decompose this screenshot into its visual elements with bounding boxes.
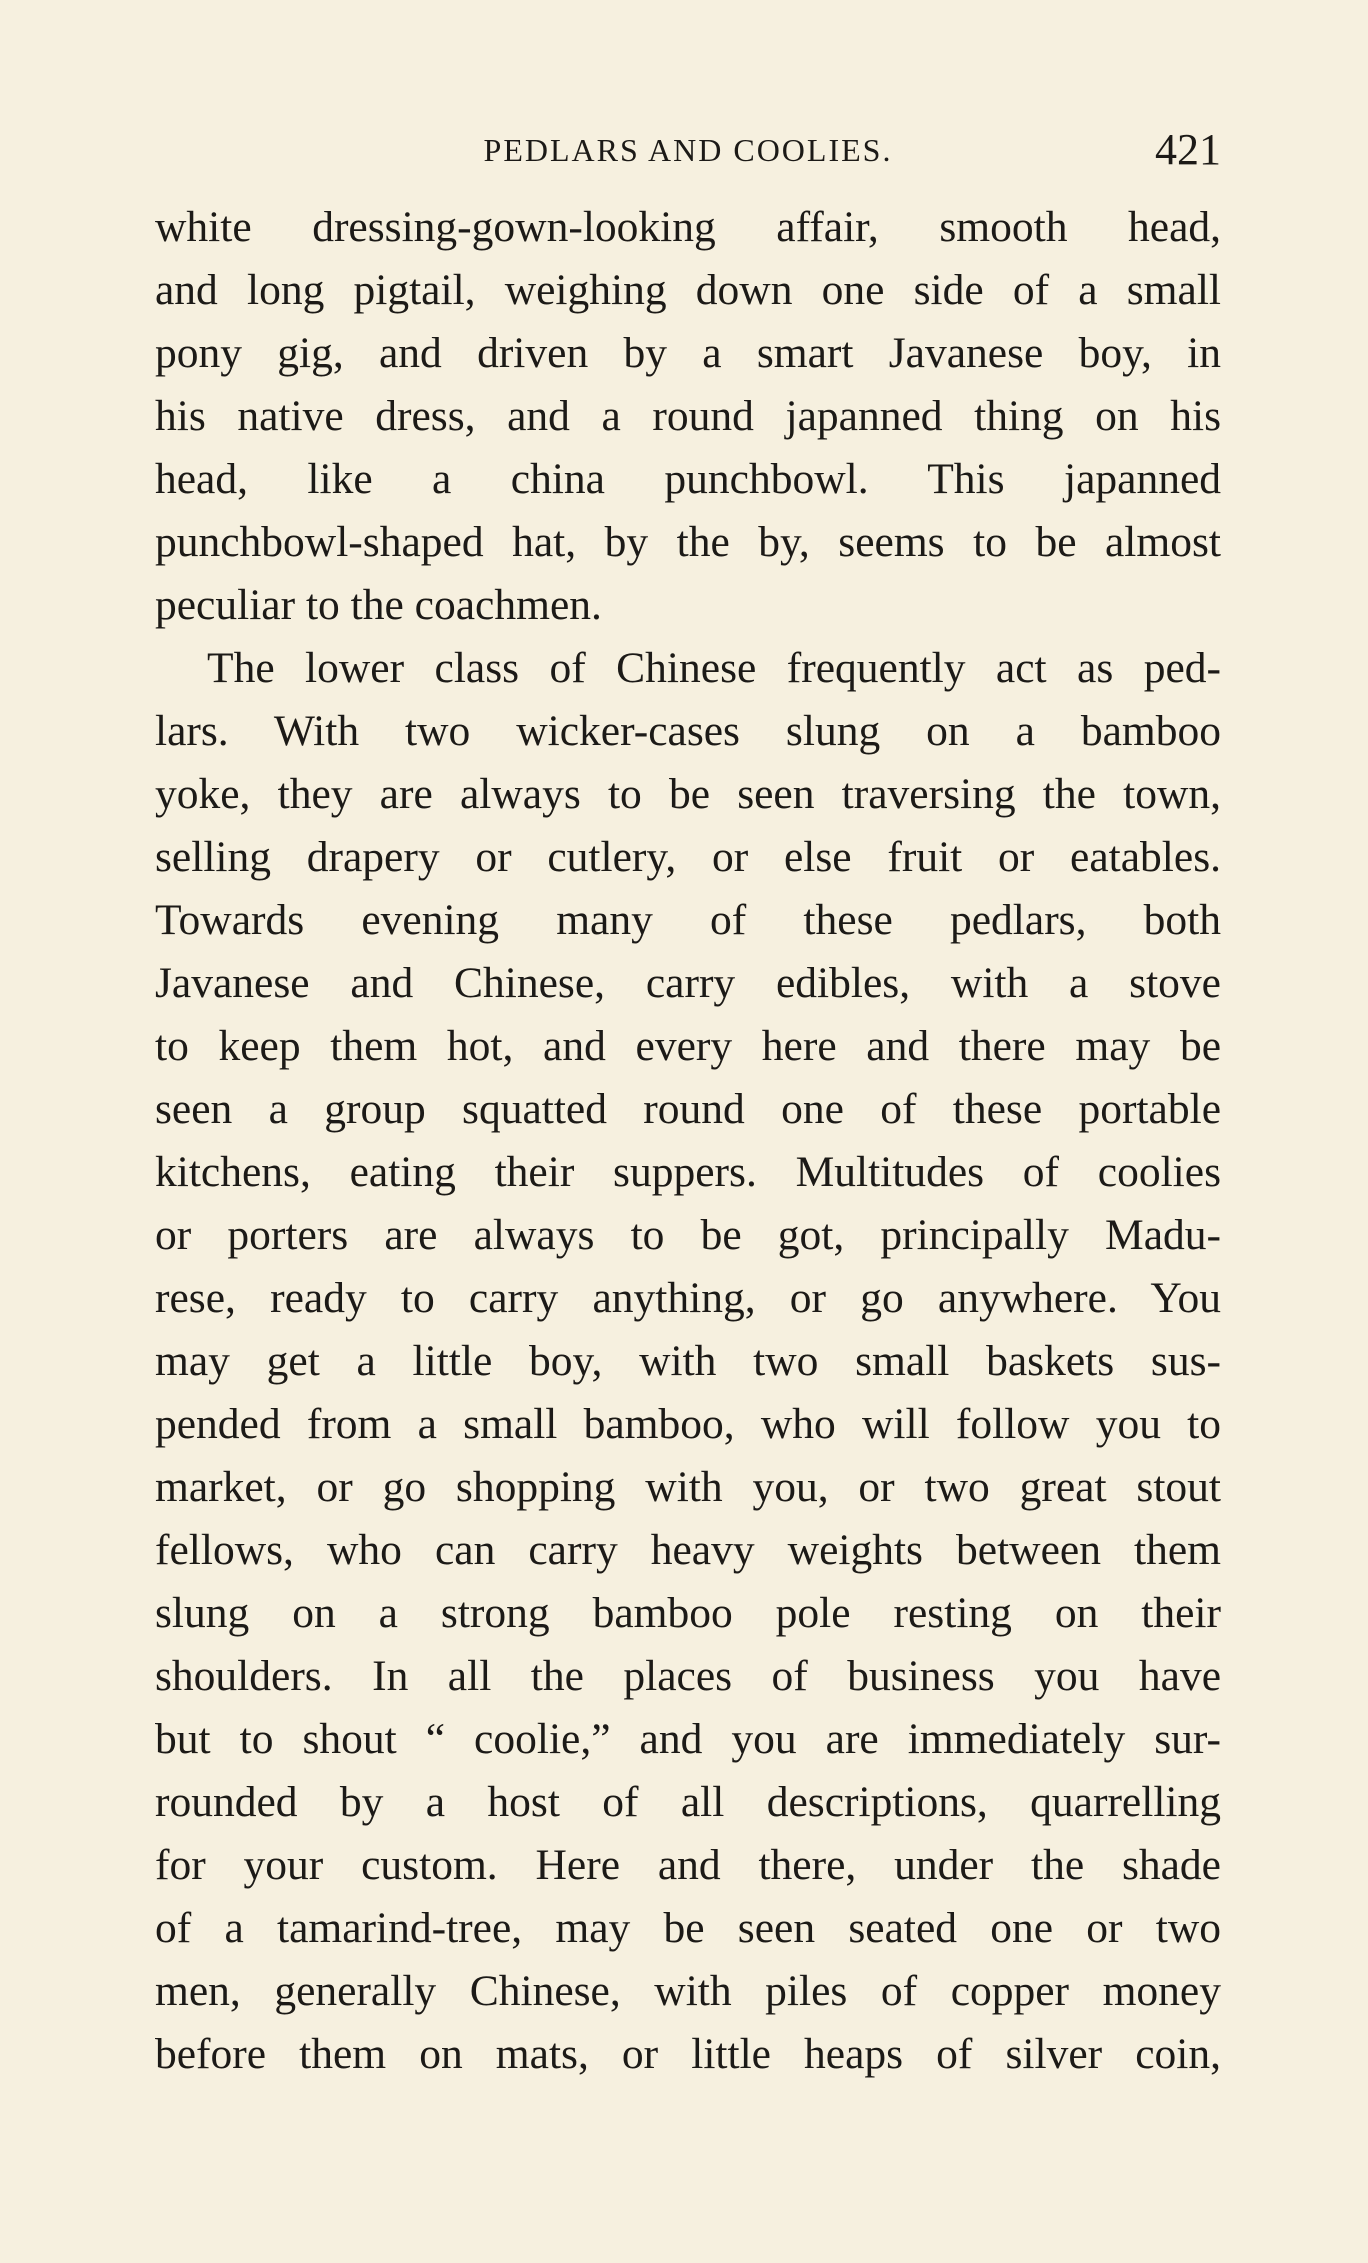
text-line: of a tamarind-tree, may be seen seated one or two [155, 1904, 1221, 1952]
running-head [155, 120, 1221, 180]
text-line: punchbowl-shaped hat, by the by, seems to be almost [155, 518, 1221, 566]
text-line: may get a little boy, with two small baskets sus- [155, 1337, 1221, 1385]
text-line: before them on mats, or little heaps of silver coin, [155, 2030, 1221, 2078]
text-line: The lower class of Chinese frequently act as ped- [207, 644, 1221, 692]
running-title: PEDLARS AND COOLIES. [483, 132, 893, 168]
text-line: and long pigtail, weighing down one side of a small [155, 266, 1221, 314]
text-line: head, like a china punchbowl. This japanned [155, 455, 1221, 503]
text-line: his native dress, and a round japanned thing on his [155, 392, 1221, 440]
text-line: to keep them hot, and every here and there may be [155, 1022, 1221, 1070]
text-line: pended from a small bamboo, who will follow you to [155, 1400, 1221, 1448]
text-line: shoulders. In all the places of business you have [155, 1652, 1221, 1700]
text-line: rounded by a host of all descriptions, quarrelling [155, 1778, 1221, 1826]
text-line: fellows, who can carry heavy weights between them [155, 1526, 1221, 1574]
text-line: men, generally Chinese, with piles of copper money [155, 1967, 1221, 2015]
text-line: lars. With two wicker-cases slung on a bamboo [155, 707, 1221, 755]
text-line: yoke, they are always to be seen traversing the town, [155, 770, 1221, 818]
text-line: for your custom. Here and there, under the shade [155, 1841, 1221, 1889]
text-line: slung on a strong bamboo pole resting on their [155, 1589, 1221, 1637]
text-line: or porters are always to be got, principally Madu- [155, 1211, 1221, 1259]
text-line: pony gig, and driven by a smart Javanese boy, in [155, 329, 1221, 377]
text-line: peculiar to the coachmen. [155, 581, 602, 629]
body-text [155, 196, 1221, 2086]
text-line: kitchens, eating their suppers. Multitudes of coolies [155, 1148, 1221, 1196]
text-line: Towards evening many of these pedlars, both [155, 896, 1221, 944]
text-line: but to shout “ coolie,” and you are immediately sur- [155, 1715, 1221, 1763]
text-line: Javanese and Chinese, carry edibles, with a stove [155, 959, 1221, 1007]
text-line: rese, ready to carry anything, or go anywhere. You [155, 1274, 1221, 1322]
text-line: selling drapery or cutlery, or else fruit or eatables. [155, 833, 1221, 881]
text-line: white dressing-gown-looking affair, smooth head, [155, 203, 1221, 251]
text-line: seen a group squatted round one of these portable [155, 1085, 1221, 1133]
text-line: market, or go shopping with you, or two great stout [155, 1463, 1221, 1511]
page-number: 421 [1155, 125, 1221, 174]
